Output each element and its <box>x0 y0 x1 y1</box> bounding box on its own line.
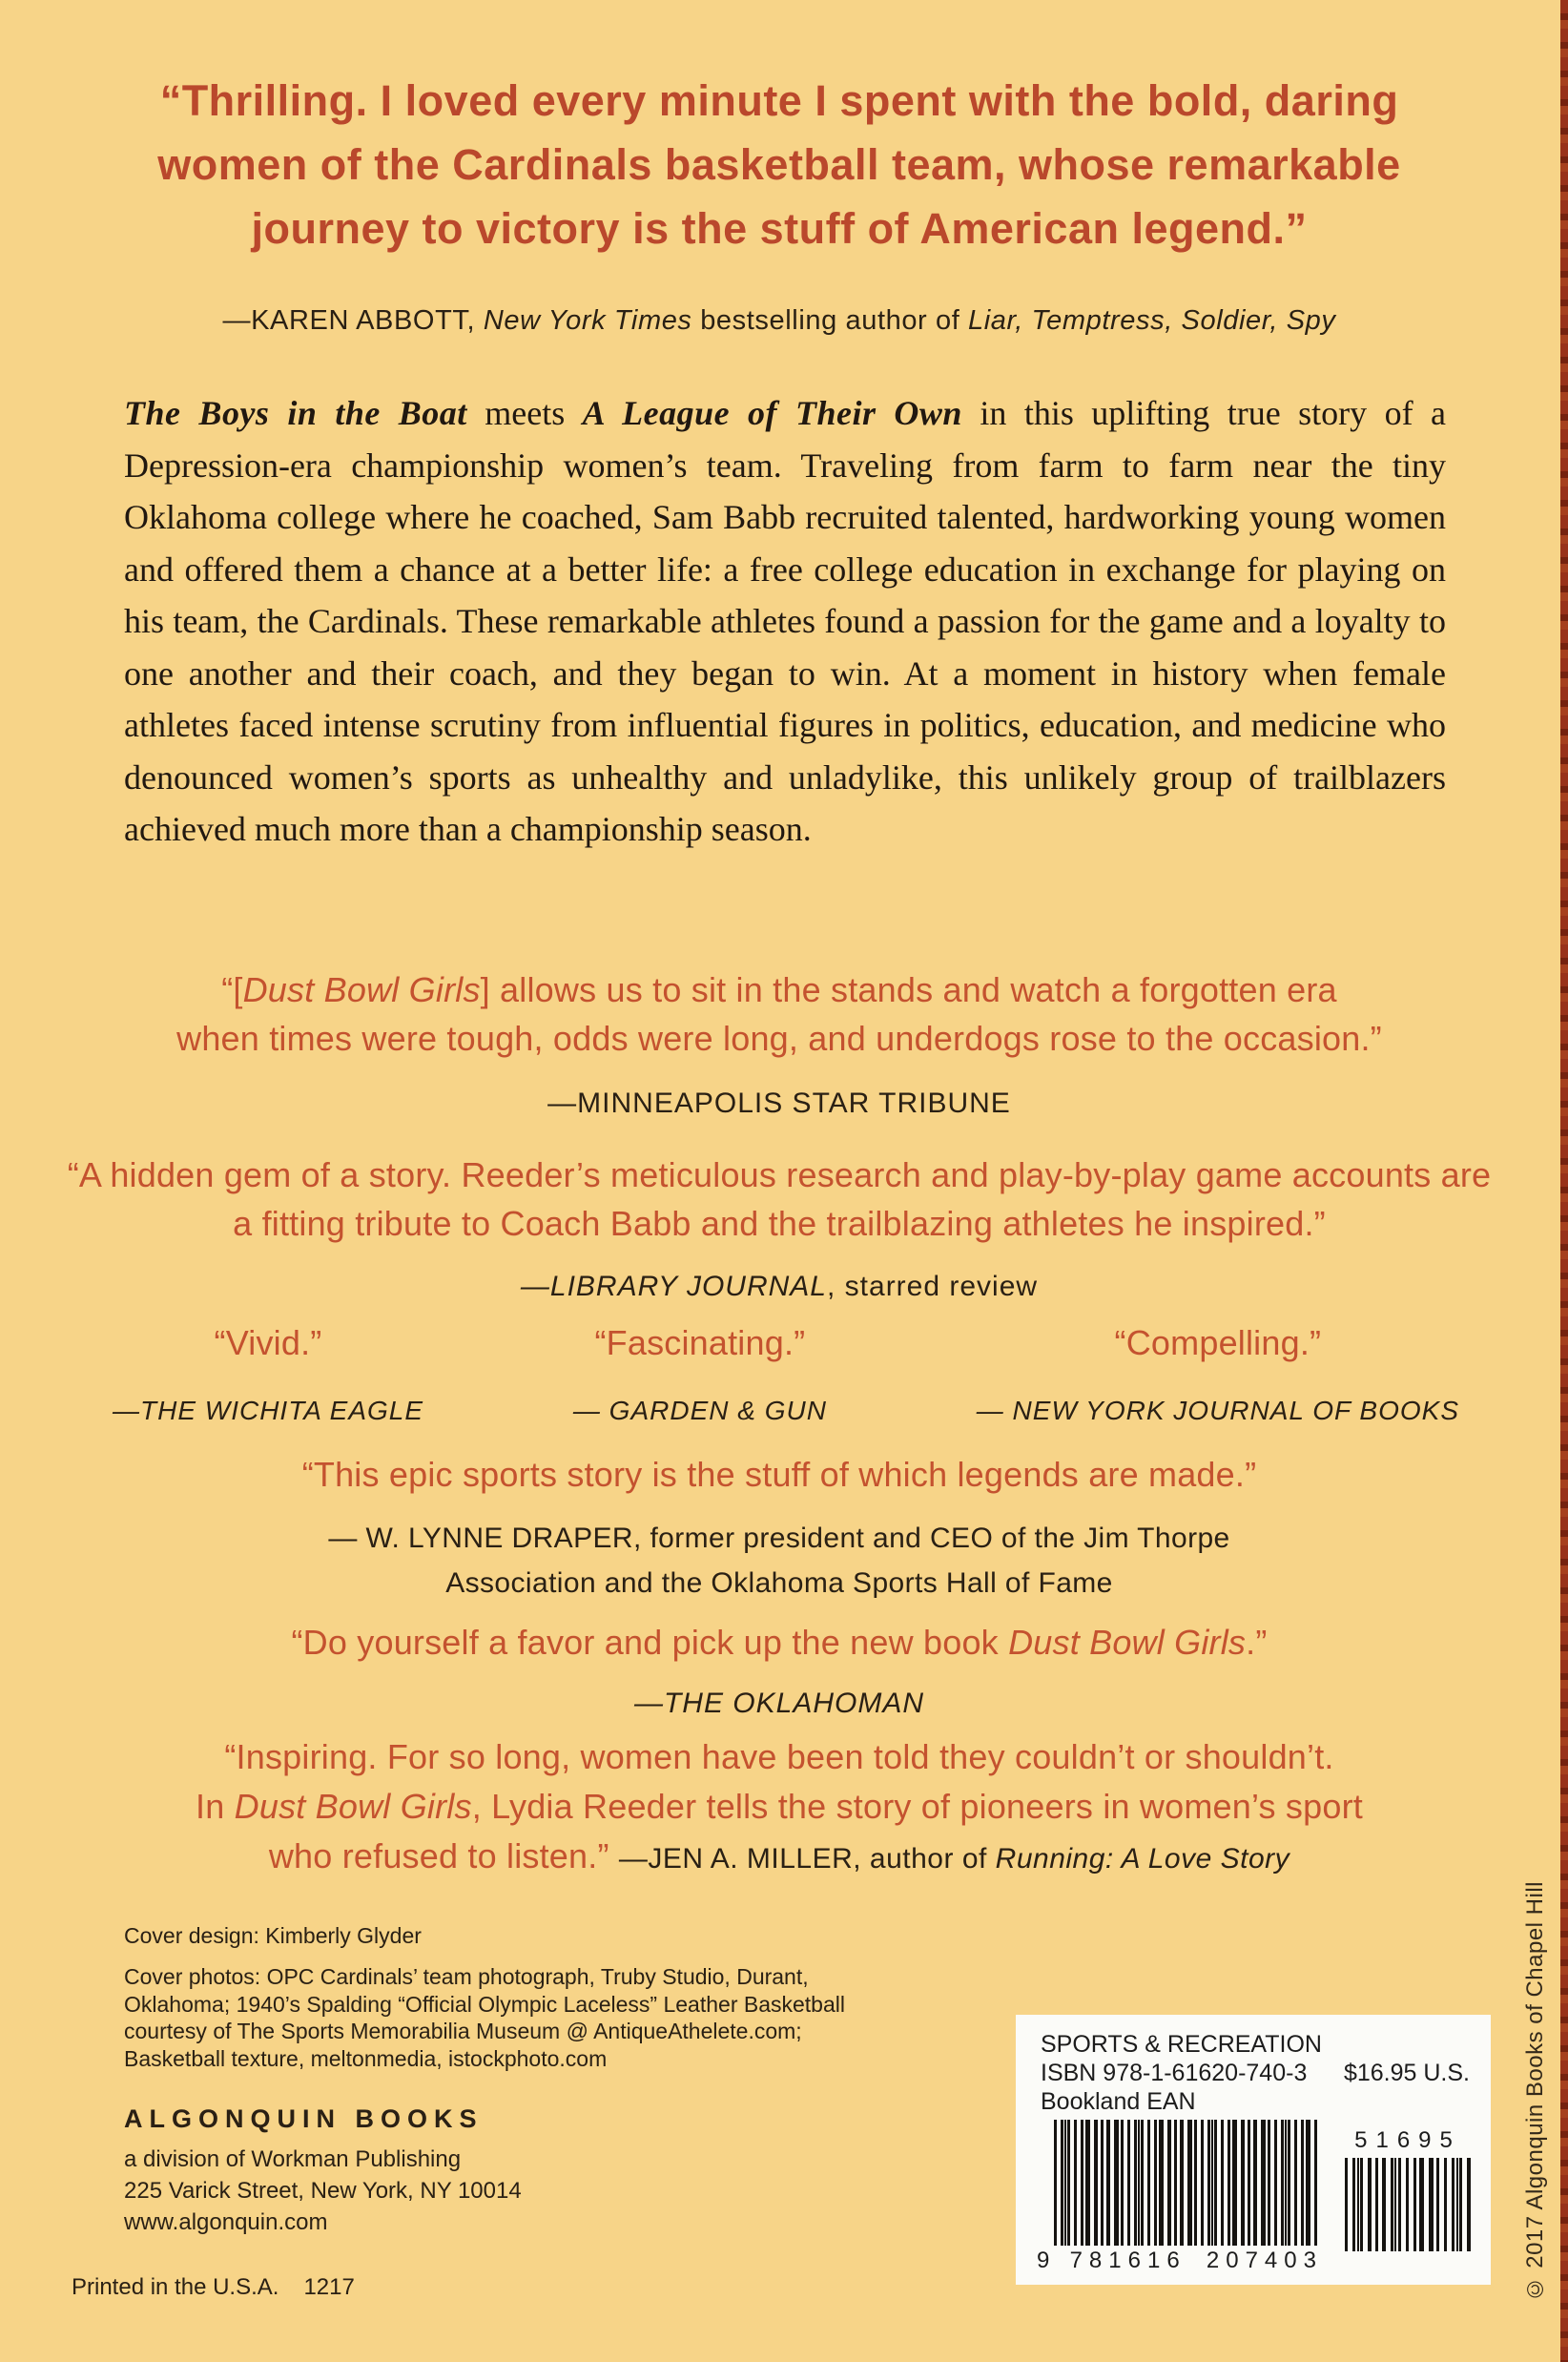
review-source: — GARDEN & GUN <box>572 1396 827 1425</box>
review-source <box>0 1271 1558 1303</box>
book-title-reference: Dust Bowl Girls <box>234 1787 472 1826</box>
review-source <box>619 1843 1289 1875</box>
review-source: —THE OKLAHOMAN <box>633 1688 925 1719</box>
review-library-journal <box>0 1150 1558 1303</box>
review-miller <box>0 1732 1558 1884</box>
book-title-reference: Dust Bowl Girls <box>1008 1623 1247 1662</box>
publisher-division: a division of Workman Publishing <box>124 2146 462 2172</box>
quote-text: “Do yourself a favor and pick up the new book <box>291 1623 1009 1662</box>
book-title-reference: A League of Their Own <box>582 394 962 432</box>
source-note: , starred review <box>827 1271 1039 1302</box>
barcode-digit-lead: 9 <box>1037 2248 1050 2273</box>
credit-line: Oklahoma; 1940’s Spalding “Official Olympic Laceless” Leather Basketball <box>124 1991 845 2017</box>
review-quote-line <box>0 965 1558 1014</box>
source-publication: —LIBRARY JOURNAL <box>520 1271 827 1302</box>
quote-text: .” <box>1246 1623 1268 1662</box>
cover-design-credit: Cover design: Kimberly Glyder <box>124 1923 422 1948</box>
quote-text: who refused to listen.” <box>268 1836 619 1875</box>
review-quote <box>0 965 1558 1063</box>
isbn-text-block <box>1016 2015 1491 2116</box>
addon-bars <box>1345 2158 1471 2251</box>
review-quote: “Compelling.” <box>1114 1323 1322 1362</box>
synopsis-body: in this uplifting true story of a Depression-era championship women’s team. Traveling from farm to farm near the tiny Oklahoma college where he coached, Sam Babb recruited talented, hardworking young women and offered them a chance at a better life: a free college education in exchange for playing on his team, the Cardinals. These remarkable athletes found a passion for the game and a loyalty to one another and their coach, and they began to win. At a moment in history when female athletes faced intense scrutiny from influential figures in politics, education, and medicine who denounced women’s sports as unhealthy and unladylike, this unlikely group of trailblazers achieved much more than a championship season. <box>124 394 1447 848</box>
publisher-website: www.algonquin.com <box>124 2209 328 2235</box>
attribution-book-title: Liar, Temptress, Soldier, Spy <box>968 305 1336 336</box>
review-quote-line: “Inspiring. For so long, women have been told they couldn’t or shouldn’t. <box>224 1737 1334 1776</box>
review-quote: “This epic sports story is the stuff of which legends are made.” <box>301 1455 1257 1494</box>
review-quote-line <box>0 1832 1558 1884</box>
barcode-digit-group: 781616 <box>1069 2248 1186 2273</box>
isbn-number: ISBN 978-1-61620-740-3 <box>1041 2060 1308 2086</box>
review-quote-line <box>0 1782 1558 1832</box>
price-addon-barcode <box>1345 2127 1471 2251</box>
credit-line: Basketball texture, meltonmedia, istockphoto.com <box>124 2045 608 2071</box>
printed-text: Printed in the U.S.A. <box>72 2274 279 2300</box>
quote-text: In <box>196 1787 235 1826</box>
review-source-line: — W. LYNNE DRAPER, former president and CEO of the Jim Thorpe <box>328 1523 1230 1554</box>
ean-barcode <box>1054 2120 1317 2246</box>
review-minneapolis <box>0 965 1558 1120</box>
book-title-reference: Dust Bowl Girls <box>242 970 481 1009</box>
short-review <box>977 1318 1459 1426</box>
source-book-title: Running: A Love Story <box>995 1843 1290 1875</box>
attribution-publication: New York Times <box>483 305 692 336</box>
review-quote <box>0 1618 1558 1667</box>
review-source-line: Association and the Oklahoma Sports Hall of Fame <box>445 1567 1113 1599</box>
headline-quote-line: women of the Cardinals basketball team, whose remarkable <box>157 140 1401 189</box>
review-source: —THE WICHITA EAGLE <box>113 1396 424 1425</box>
headline-quote-line: journey to victory is the stuff of American legend.” <box>251 204 1308 253</box>
attribution-name: —KAREN ABBOTT, <box>222 305 484 336</box>
source-name: —JEN A. MILLER, author of <box>618 1843 996 1875</box>
review-source: — NEW YORK JOURNAL OF BOOKS <box>976 1396 1459 1425</box>
publisher-address: 225 Varick Street, New York, NY 10014 <box>124 2178 522 2204</box>
printed-code: 1217 <box>303 2274 355 2300</box>
short-reviews-row <box>113 1318 1459 1426</box>
review-quote-line: when times were tough, odds were long, and underdogs rose to the occasion.” <box>176 1019 1382 1058</box>
isbn-price-row <box>1041 2059 1470 2087</box>
category-label: SPORTS & RECREATION <box>1041 2031 1322 2058</box>
attribution-role: bestselling author of <box>691 305 969 336</box>
review-quote: “A hidden gem of a story. Reeder’s meticulous research and play-by-play game accounts are a fitting tribute to Coach Babb and the trailblazing athletes he inspired.” <box>67 1155 1492 1243</box>
ean-barcode-digits <box>1037 2248 1323 2274</box>
review-quote: “Fascinating.” <box>594 1323 806 1362</box>
barcode-digit-group: 207403 <box>1206 2248 1323 2273</box>
page-edge-strip <box>1560 0 1568 2362</box>
ean-label: Bookland EAN <box>1041 2088 1196 2115</box>
headline-quote <box>0 69 1558 260</box>
copyright-vertical-text: © 2017 Algonquin Books of Chapel Hill <box>1522 1880 1548 2301</box>
synopsis-paragraph <box>124 387 1446 856</box>
credit-line: Cover photos: OPC Cardinals’ team photograph, Truby Studio, Durant, <box>124 1964 809 1989</box>
review-quote: “Vivid.” <box>214 1323 322 1362</box>
quote-text: ] allows us to sit in the stands and watch a forgotten era <box>480 970 1337 1009</box>
book-title-reference: The Boys in the Boat <box>124 394 467 432</box>
headline-quote-line: “Thrilling. I loved every minute I spent with the bold, daring <box>159 76 1399 125</box>
addon-digits: 51695 <box>1354 2127 1461 2153</box>
review-source: —MINNEAPOLIS STAR TRIBUNE <box>547 1088 1011 1119</box>
publisher-name: ALGONQUIN BOOKS <box>124 2104 484 2133</box>
isbn-barcode-box <box>1016 2015 1491 2285</box>
price-label: $16.95 U.S. <box>1343 2060 1470 2086</box>
publisher-block <box>124 2104 522 2238</box>
synopsis-connector: meets <box>466 394 583 432</box>
review-draper <box>0 1450 1558 1606</box>
credit-line: courtesy of The Sports Memorabilia Museum @ AntiqueAthelete.com; <box>124 2019 802 2043</box>
quote-open: “[ <box>221 970 243 1009</box>
printed-line <box>72 2274 355 2301</box>
review-oklahoman <box>0 1618 1558 1720</box>
short-review <box>573 1318 827 1426</box>
quote-text: , Lydia Reeder tells the story of pioneers in women’s sport <box>471 1787 1363 1826</box>
review-source <box>0 1516 1558 1606</box>
cover-photos-credit <box>124 1963 845 2072</box>
short-review <box>113 1318 423 1426</box>
review-quote <box>0 1732 1558 1884</box>
headline-quote-attribution <box>0 305 1558 337</box>
